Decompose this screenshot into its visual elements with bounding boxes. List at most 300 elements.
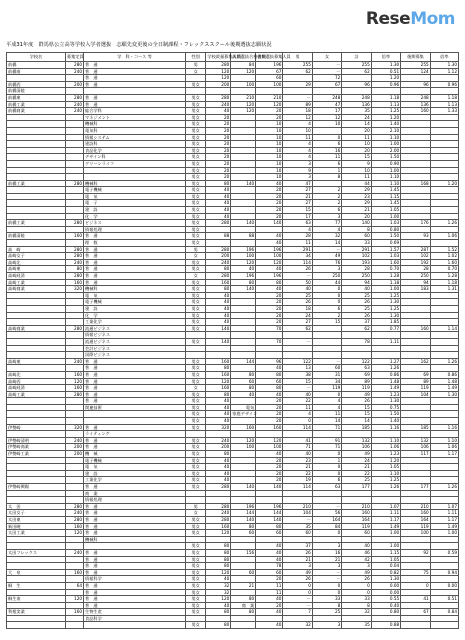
table-cell — [401, 332, 430, 339]
table-cell — [84, 418, 186, 425]
table-cell: 140 — [231, 286, 256, 293]
table-cell — [401, 167, 430, 174]
table-cell: 60 — [231, 378, 256, 385]
table-cell: － — [312, 358, 341, 365]
table-row — [7, 62, 459, 69]
table-cell — [231, 292, 256, 299]
table-cell: 1.25 — [371, 108, 400, 115]
table-cell: 80 — [231, 371, 256, 378]
table-cell: 男女 — [185, 549, 205, 556]
table-cell — [231, 556, 256, 563]
table-cell: 44 — [342, 180, 371, 187]
table-cell: 1.05 — [371, 464, 400, 471]
table-cell: 100 — [256, 444, 283, 451]
table-cell: 普 通 — [84, 273, 186, 280]
table-row — [7, 108, 459, 115]
table-cell: 男女 — [185, 160, 205, 167]
table-cell: 40 — [206, 200, 231, 207]
table-cell — [401, 345, 430, 352]
table-cell: 21 — [283, 556, 312, 563]
table-cell: 40 — [256, 240, 283, 247]
table-cell: 26 — [283, 549, 312, 556]
table-cell: 15 — [283, 207, 312, 214]
table-cell: 男女 — [185, 569, 205, 576]
table-cell: 46 — [342, 549, 371, 556]
table-cell — [312, 127, 341, 134]
table-cell: 1.40 — [371, 418, 400, 425]
table-row — [7, 305, 459, 312]
table-cell: 49 — [342, 451, 371, 458]
table-cell: 1.00 — [371, 167, 400, 174]
table-cell: 25 — [312, 609, 341, 616]
table-cell: 普 通 — [84, 233, 186, 240]
table-cell: 80 — [206, 365, 231, 372]
table-cell: 1.16 — [430, 424, 458, 431]
table-cell: 流通ビジネス — [84, 338, 186, 345]
table-cell: 102 — [401, 253, 430, 260]
table-row — [7, 345, 459, 352]
table-cell — [206, 240, 231, 247]
table-cell — [65, 121, 83, 128]
table-cell: 関連技術 — [84, 404, 186, 411]
table-cell: 1.48 — [371, 378, 400, 385]
table-cell — [430, 345, 458, 352]
table-cell — [401, 431, 430, 438]
table-cell: 3 — [342, 563, 371, 570]
table-cell: 0.40 — [371, 602, 400, 609]
table-cell — [256, 226, 283, 233]
table-cell: 164 — [401, 516, 430, 523]
table-cell — [283, 615, 312, 622]
table-cell: 320 — [206, 424, 231, 431]
table-cell — [430, 207, 458, 214]
table-cell: 1.17 — [430, 451, 458, 458]
table-cell: 商 業 — [84, 490, 186, 497]
table-row — [7, 279, 459, 286]
table-row — [7, 114, 459, 121]
table-cell: 普 通 — [84, 75, 186, 82]
table-cell: 1.03 — [371, 220, 400, 227]
table-cell: 80 — [206, 563, 231, 570]
table-cell: － — [283, 602, 312, 609]
table-cell: 男女 — [185, 457, 205, 464]
table-cell: 男女 — [185, 411, 205, 418]
table-cell — [401, 398, 430, 405]
table-cell: 120 — [65, 530, 83, 537]
table-cell: 192 — [401, 259, 430, 266]
table-cell: 40 — [256, 543, 283, 550]
table-row — [7, 404, 459, 411]
table-cell — [371, 88, 400, 95]
table-cell: 男女 — [185, 81, 205, 88]
table-cell: 1.10 — [430, 437, 458, 444]
table-cell — [231, 88, 256, 95]
table-cell: 1.50 — [371, 233, 400, 240]
table-cell: 1.50 — [371, 411, 400, 418]
table-cell: 60 — [231, 569, 256, 576]
table-cell — [401, 589, 430, 596]
table-cell: 1.30 — [371, 312, 400, 319]
table-cell: 0.94 — [430, 569, 458, 576]
table-cell: 200 — [65, 451, 83, 458]
table-cell: 20 — [256, 187, 283, 194]
table-row — [7, 444, 459, 451]
table-cell: 29 — [283, 81, 312, 88]
table-cell: 0 — [283, 418, 312, 425]
table-cell — [371, 352, 400, 359]
table-cell: 196 — [231, 273, 256, 280]
table-cell — [65, 174, 83, 181]
table-cell: 伊勢崎 — [7, 424, 66, 431]
table-cell: 162 — [401, 358, 430, 365]
table-cell: 男 — [185, 62, 205, 69]
table-cell — [65, 418, 83, 425]
table-cell — [283, 345, 312, 352]
header-accept-front: 前期選抜合格者数 — [231, 53, 256, 62]
table-cell — [283, 431, 312, 438]
table-cell: － — [283, 94, 312, 101]
table-cell: 4 — [283, 141, 312, 148]
table-cell — [430, 398, 458, 405]
header-late-ratio: 倍率 — [430, 53, 458, 62]
table-cell — [7, 418, 66, 425]
table-cell — [430, 497, 458, 504]
table-cell: 男女 — [185, 101, 205, 108]
table-cell: 80 — [206, 266, 231, 273]
table-cell: 25 — [342, 477, 371, 484]
table-row — [7, 371, 459, 378]
table-cell: 71 — [283, 444, 312, 451]
table-cell — [231, 457, 256, 464]
table-cell: 76 — [312, 259, 341, 266]
table-cell — [7, 470, 66, 477]
table-cell — [401, 75, 430, 82]
table-cell: 20 — [342, 147, 371, 154]
table-cell: 49 — [283, 569, 312, 576]
table-cell: 210 — [283, 503, 312, 510]
table-cell — [401, 319, 430, 326]
table-cell — [65, 299, 83, 306]
table-cell: 女 — [185, 510, 205, 517]
table-row — [7, 325, 459, 332]
table-cell: 40 — [231, 266, 256, 273]
table-cell: 40 — [206, 312, 231, 319]
table-cell — [65, 536, 83, 543]
table-cell: 193 — [342, 259, 371, 266]
table-cell: 男女 — [185, 286, 205, 293]
table-cell: 男女 — [185, 259, 205, 266]
table-cell — [185, 352, 205, 359]
header-accept-total: 学校裁量募集人員 — [206, 53, 231, 62]
table-cell: 21 — [283, 193, 312, 200]
table-cell — [401, 602, 430, 609]
table-cell — [84, 622, 186, 629]
table-cell: 男女 — [185, 358, 205, 365]
table-cell: 20 — [342, 213, 371, 220]
table-cell: 44 — [312, 279, 341, 286]
table-cell: 40 — [206, 477, 231, 484]
document-title: 平成31年度 群馬県公立高等学校入学者選抜 志願先変更後の全日制課程・フレックススクール後期選抜志願状況 — [6, 42, 272, 48]
table-cell: 106 — [401, 444, 430, 451]
table-cell: 200 — [65, 444, 83, 451]
table-cell: 40 — [206, 187, 231, 194]
table-cell: 1.18 — [371, 94, 400, 101]
table-cell: 普 通 — [84, 596, 186, 603]
header-applicants-total: 計 — [342, 53, 371, 62]
table-row — [7, 160, 459, 167]
table-cell — [65, 332, 83, 339]
table-cell: 15 — [312, 319, 341, 326]
table-cell — [283, 490, 312, 497]
table-row — [7, 365, 459, 372]
table-cell: 0.80 — [371, 609, 400, 616]
table-cell: 普 通 — [84, 516, 186, 523]
table-cell: 40 — [206, 299, 231, 306]
table-cell — [401, 240, 430, 247]
table-cell: 35 — [342, 622, 371, 629]
table-cell: 196 — [231, 503, 256, 510]
table-cell: 1.10 — [371, 134, 400, 141]
table-cell: 104 — [283, 510, 312, 517]
table-cell — [256, 332, 283, 339]
table-row — [7, 312, 459, 319]
table-cell: 26 — [342, 398, 371, 405]
table-cell: 0 — [312, 134, 341, 141]
table-cell: 16 — [312, 549, 341, 556]
table-cell — [401, 213, 430, 220]
table-cell: 120 — [256, 101, 283, 108]
table-cell: 164 — [342, 516, 371, 523]
table-cell: － — [312, 246, 341, 253]
table-cell — [401, 207, 430, 214]
table-cell: 普 通 — [84, 68, 186, 75]
table-cell: 60 — [231, 530, 256, 537]
table-cell: 0.86 — [371, 371, 400, 378]
table-cell: 1.25 — [371, 305, 400, 312]
table-cell — [7, 411, 66, 418]
table-cell — [342, 431, 371, 438]
table-cell: 240 — [206, 259, 231, 266]
table-cell — [185, 497, 205, 504]
table-cell: 160 — [206, 358, 231, 365]
table-cell: 0.51 — [371, 68, 400, 75]
table-cell: 0 — [312, 299, 341, 306]
table-cell: 普 通 — [84, 424, 186, 431]
table-cell: 156 — [231, 549, 256, 556]
table-cell: 62 — [342, 325, 371, 332]
table-cell: 1.07 — [371, 503, 400, 510]
table-cell: 1.30 — [371, 62, 400, 69]
table-cell — [65, 563, 83, 570]
table-row — [7, 338, 459, 345]
table-cell: 機械科 — [84, 286, 186, 293]
table-cell: 49 — [342, 569, 371, 576]
table-cell: 12 — [283, 114, 312, 121]
table-cell: 136 — [342, 101, 371, 108]
table-cell — [430, 332, 458, 339]
table-cell: 280 — [206, 484, 231, 491]
header-post-capacity: 後期選抜募集人員 — [256, 53, 283, 62]
table-cell: 120 — [256, 259, 283, 266]
table-cell: 男女 — [185, 398, 205, 405]
table-cell: 60 — [283, 530, 312, 537]
table-cell: 160 — [65, 523, 83, 530]
table-cell: 20 — [256, 319, 283, 326]
table-cell: 1.26 — [430, 484, 458, 491]
table-cell: 1.49 — [371, 523, 400, 530]
table-cell — [312, 338, 341, 345]
table-row — [7, 457, 459, 464]
table-cell: 2.00 — [371, 147, 400, 154]
header-capacity: 募集定員 — [65, 53, 83, 62]
table-cell: 3 — [312, 622, 341, 629]
table-cell — [231, 325, 256, 332]
table-cell: 60 — [312, 365, 341, 372]
table-cell — [65, 114, 83, 121]
table-cell: 0 — [401, 582, 430, 589]
table-cell: 普 通 — [84, 503, 186, 510]
table-cell: 14 — [342, 121, 371, 128]
table-cell: 32 — [206, 582, 231, 589]
table-cell: 250 — [312, 273, 341, 280]
table-cell: 0 — [312, 470, 341, 477]
table-cell: 119 — [401, 523, 430, 530]
table-cell: 10 — [283, 127, 312, 134]
table-cell — [256, 431, 283, 438]
table-cell — [65, 411, 83, 418]
table-cell: 男女 — [185, 127, 205, 134]
table-cell: 桐生南 — [7, 596, 66, 603]
table-cell: 6 — [312, 141, 341, 148]
table-cell: 男女 — [185, 187, 205, 194]
table-cell: 80 — [206, 391, 231, 398]
table-cell: 120 — [231, 68, 256, 75]
table-cell: 1.17 — [371, 516, 400, 523]
table-cell: 1.06 — [430, 444, 458, 451]
table-cell — [7, 576, 66, 583]
table-cell — [7, 226, 66, 233]
table-cell: 1.05 — [371, 207, 400, 214]
table-cell: 高崎東 — [7, 358, 66, 365]
table-cell: 67 — [256, 68, 283, 75]
table-cell — [401, 312, 430, 319]
table-cell — [430, 121, 458, 128]
table-cell: 男女 — [185, 596, 205, 603]
table-cell: 240 — [65, 101, 83, 108]
table-cell: 40 — [206, 319, 231, 326]
table-cell: 280 — [206, 503, 231, 510]
table-cell: 9 — [283, 167, 312, 174]
table-cell: 1 — [312, 457, 341, 464]
table-cell: 男女 — [185, 589, 205, 596]
table-cell — [401, 88, 430, 95]
table-row — [7, 332, 459, 339]
table-cell: 40 — [206, 411, 231, 418]
table-cell: 4 — [283, 226, 312, 233]
table-row — [7, 121, 459, 128]
table-cell: 0 — [312, 464, 341, 471]
table-cell: 男女 — [185, 338, 205, 345]
table-cell: 18 — [283, 108, 312, 115]
table-cell: 3 — [283, 160, 312, 167]
table-row — [7, 602, 459, 609]
table-cell: 普 通 — [84, 391, 186, 398]
header-course: 学 科・コース 等 — [84, 53, 186, 62]
table-cell: 機械科 — [84, 536, 186, 543]
table-cell: 1.49 — [430, 385, 458, 392]
table-cell — [7, 240, 66, 247]
table-cell: 49 — [342, 391, 371, 398]
table-cell: 287 — [401, 246, 430, 253]
table-cell: 18 — [283, 305, 312, 312]
table-cell: 240 — [65, 510, 83, 517]
table-cell: 119 — [401, 385, 430, 392]
table-cell: 1.50 — [371, 154, 400, 161]
table-cell: 4 — [283, 147, 312, 154]
table-cell: 80 — [231, 385, 256, 392]
table-cell: 240 — [206, 101, 231, 108]
table-row — [7, 81, 459, 88]
table-cell: 前橋工業 — [7, 180, 66, 187]
table-cell: 40 — [206, 108, 231, 115]
table-row — [7, 167, 459, 174]
table-cell: 伊勢崎工業 — [7, 451, 66, 458]
table-cell: 89 — [401, 378, 430, 385]
table-cell — [430, 576, 458, 583]
table-cell — [312, 332, 341, 339]
table-cell — [231, 576, 256, 583]
table-cell: 31 — [312, 371, 341, 378]
table-cell — [401, 121, 430, 128]
table-row — [7, 536, 459, 543]
table-cell: 21 — [342, 207, 371, 214]
table-cell: 男女 — [185, 207, 205, 214]
table-cell: 26 — [342, 299, 371, 306]
table-cell — [7, 602, 66, 609]
table-cell: 42 — [342, 556, 371, 563]
table-row — [7, 582, 459, 589]
table-cell: 1.33 — [430, 108, 458, 115]
table-cell: 0.70 — [430, 266, 458, 273]
table-cell — [430, 319, 458, 326]
table-cell: 40 — [206, 193, 231, 200]
table-cell: 0.80 — [371, 226, 400, 233]
table-cell — [206, 88, 231, 95]
table-cell: 前橋工業 — [7, 220, 66, 227]
table-cell — [7, 127, 66, 134]
table-cell: 40 — [256, 365, 283, 372]
table-cell — [185, 345, 205, 352]
table-cell — [430, 134, 458, 141]
table-cell: 20 — [256, 411, 283, 418]
table-cell: 高崎女子 — [7, 253, 66, 260]
table-cell: 20 — [256, 292, 283, 299]
table-cell: 0.75 — [371, 404, 400, 411]
table-cell — [7, 134, 66, 141]
table-cell: 40 — [256, 233, 283, 240]
table-cell: 32 — [283, 622, 312, 629]
table-cell — [371, 497, 400, 504]
table-cell: 35 — [283, 523, 312, 530]
table-cell: 3 — [283, 563, 312, 570]
table-cell — [401, 299, 430, 306]
table-cell — [430, 404, 458, 411]
table-cell: 15 — [342, 154, 371, 161]
table-cell: 160 — [206, 523, 231, 530]
table-cell — [401, 563, 430, 570]
table-cell: 普 通 — [84, 81, 186, 88]
table-cell: 177 — [342, 484, 371, 491]
